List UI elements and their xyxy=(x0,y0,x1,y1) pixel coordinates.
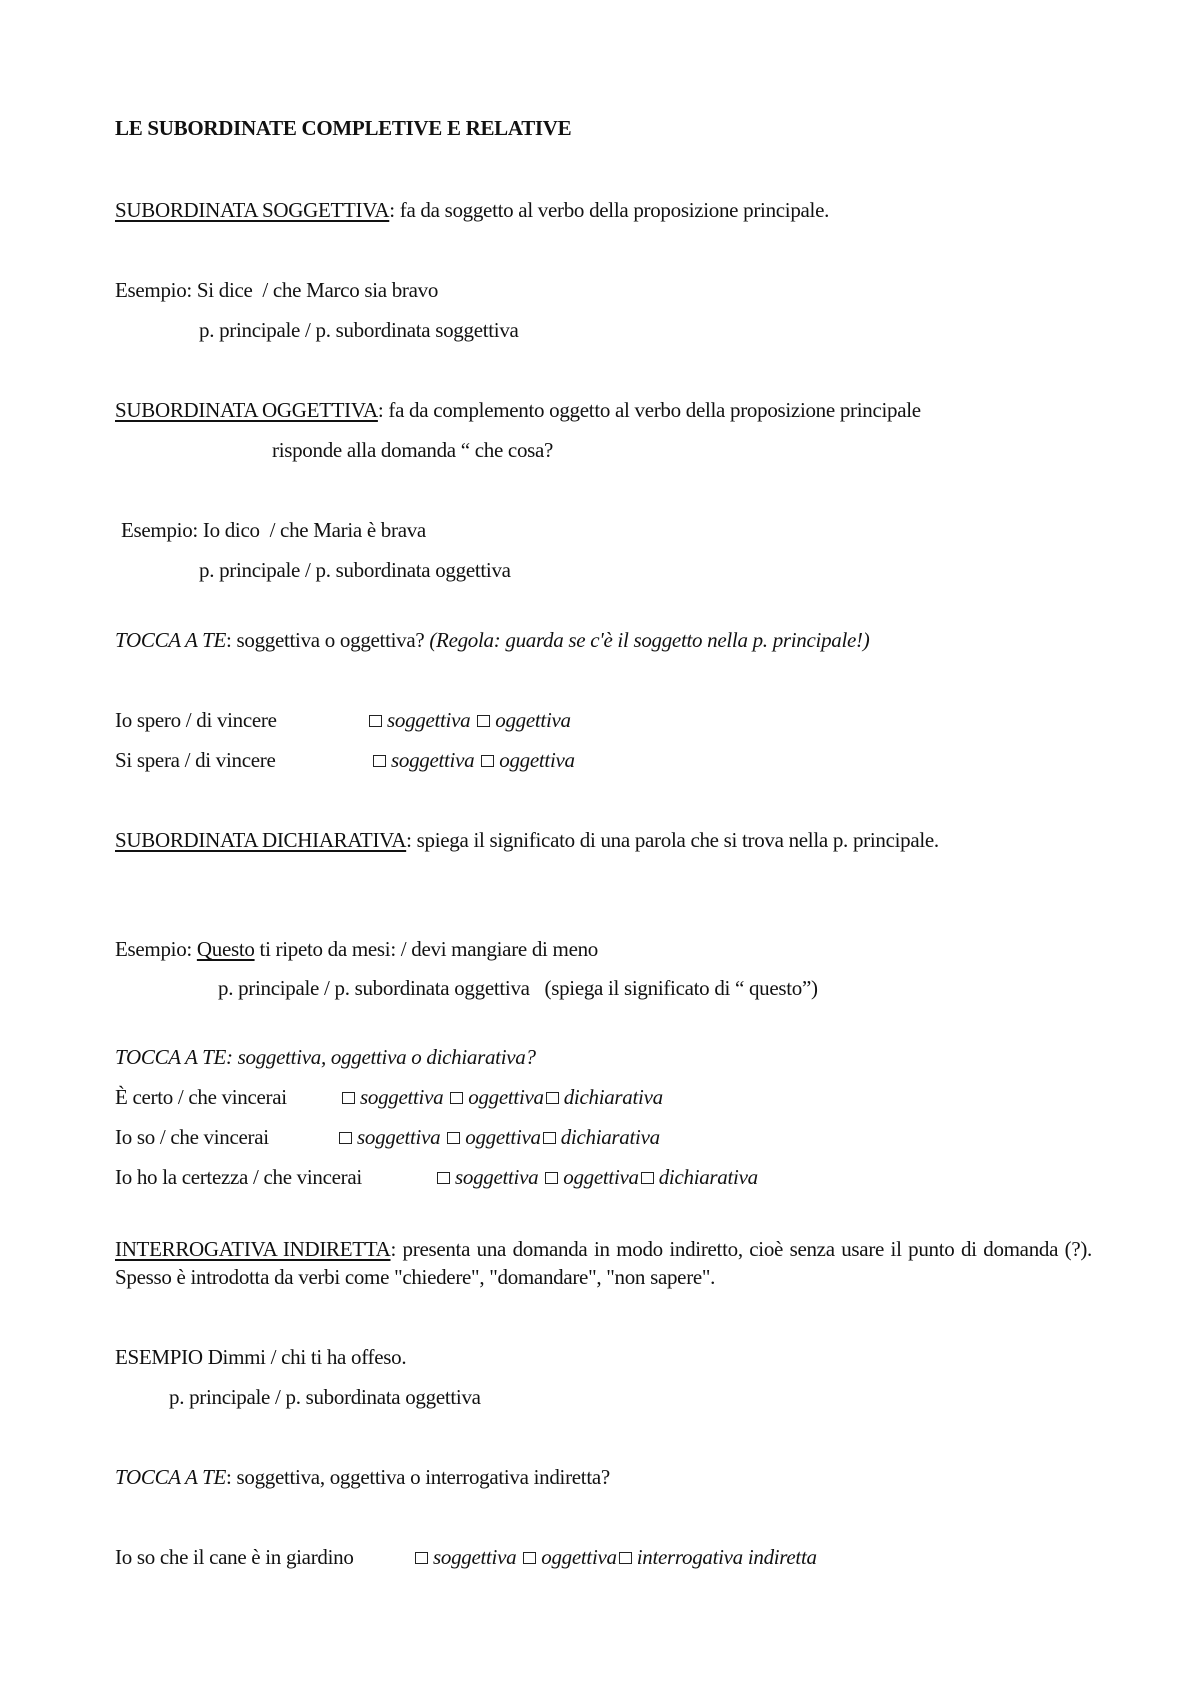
option-oggettiva: oggettiva xyxy=(468,1085,544,1109)
dichiarativa-definition xyxy=(115,826,1092,854)
exercise-2-prompt: TOCCA A TE: soggettiva, oggettiva o dichiarativa? xyxy=(115,1045,536,1069)
example-keyword: Questo xyxy=(196,937,255,961)
soggettiva-definition xyxy=(115,196,829,224)
checkbox[interactable] xyxy=(543,1132,556,1144)
option-oggettiva: oggettiva xyxy=(541,1545,617,1569)
option-soggettiva: soggettiva xyxy=(360,1085,444,1109)
option-oggettiva: oggettiva xyxy=(563,1165,639,1189)
checkbox[interactable] xyxy=(641,1172,654,1184)
exercise-1-rule: (Regola: guarda se c'è il soggetto nella p. principale!) xyxy=(429,628,870,652)
exercise-row-text: È certo / che vincerai xyxy=(115,1085,287,1109)
example-rest: ti ripeto da mesi: / devi mangiare di meno xyxy=(254,937,599,961)
option-soggettiva: soggettiva xyxy=(357,1125,441,1149)
option-soggettiva: soggettiva xyxy=(391,748,475,772)
interrogativa-definition xyxy=(115,1235,1092,1291)
exercise-3-question: : soggettiva, oggettiva o interrogativa indiretta? xyxy=(226,1465,610,1489)
option-soggettiva: soggettiva xyxy=(455,1165,539,1189)
exercise-2-options xyxy=(340,1083,663,1111)
exercise-1-label: TOCCA A TE xyxy=(115,628,227,652)
option-soggettiva: soggettiva xyxy=(387,708,471,732)
interrogativa-def-text: : presenta una domanda in modo indiretto, cioè senza usare il punto di domanda (?). Spesso è introdotta da verbi come "chiedere", "domandare", "non sapere". xyxy=(115,1237,1092,1289)
checkbox[interactable] xyxy=(546,1092,559,1104)
checkbox[interactable] xyxy=(481,755,494,767)
exercise-3-row xyxy=(115,1543,354,1571)
oggettiva-definition xyxy=(115,396,921,424)
exercise-2-row xyxy=(115,1123,269,1151)
example-prefix: Esempio: xyxy=(115,937,197,961)
oggettiva-example-parts: p. principale / p. subordinata oggettiva xyxy=(199,558,511,582)
exercise-1-options xyxy=(371,746,575,774)
checkbox[interactable] xyxy=(369,715,382,727)
exercise-row-text: Io ho la certezza / che vincerai xyxy=(115,1165,362,1189)
exercise-2-row xyxy=(115,1083,287,1111)
exercise-row-text: Io so / che vincerai xyxy=(115,1125,269,1149)
checkbox[interactable] xyxy=(339,1132,352,1144)
option-dichiarativa: dichiarativa xyxy=(560,1125,660,1149)
exercise-1-prompt xyxy=(115,626,869,654)
soggettiva-example: Esempio: Si dice / che Marco sia bravo xyxy=(115,278,439,302)
exercise-2-options xyxy=(337,1123,660,1151)
oggettiva-example: Esempio: Io dico / che Maria è brava xyxy=(121,518,426,542)
checkbox[interactable] xyxy=(447,1132,460,1144)
soggettiva-example-parts: p. principale / p. subordinata soggettiva xyxy=(199,318,519,342)
option-dichiarativa: dichiarativa xyxy=(658,1165,758,1189)
exercise-1-row xyxy=(115,746,275,774)
exercise-3-options xyxy=(413,1543,817,1571)
exercise-row-text: Si spera / di vincere xyxy=(115,748,276,772)
checkbox[interactable] xyxy=(545,1172,558,1184)
exercise-3-label: TOCCA A TE xyxy=(115,1465,227,1489)
checkbox[interactable] xyxy=(437,1172,450,1184)
exercise-1-row xyxy=(115,706,277,734)
page-title: LE SUBORDINATE COMPLETIVE E RELATIVE xyxy=(115,116,572,140)
oggettiva-def-text: : fa da complemento oggetto al verbo della proposizione principale xyxy=(377,398,921,422)
checkbox[interactable] xyxy=(450,1092,463,1104)
exercise-1-question: : soggettiva o oggettiva? xyxy=(226,628,430,652)
soggettiva-def-text: : fa da soggetto al verbo della proposizione principale. xyxy=(389,198,830,222)
checkbox[interactable] xyxy=(415,1552,428,1564)
checkbox[interactable] xyxy=(373,755,386,767)
option-dichiarativa: dichiarativa xyxy=(563,1085,663,1109)
option-interrogativa-indiretta: interrogativa indiretta xyxy=(636,1545,817,1569)
dichiarativa-example-parts: p. principale / p. subordinata oggettiva (spiega il significato di “ questo”) xyxy=(218,976,818,1000)
interrogativa-example: ESEMPIO Dimmi / chi ti ha offeso. xyxy=(115,1345,407,1369)
checkbox[interactable] xyxy=(342,1092,355,1104)
dichiarativa-example xyxy=(115,935,598,963)
interrogativa-label: INTERROGATIVA INDIRETTA xyxy=(115,1237,391,1261)
interrogativa-example-parts: p. principale / p. subordinata oggettiva xyxy=(169,1385,481,1409)
soggettiva-label: SUBORDINATA SOGGETTIVA xyxy=(115,198,390,222)
exercise-row-text: Io so che il cane è in giardino xyxy=(115,1545,354,1569)
dichiarativa-label: SUBORDINATA DICHIARATIVA xyxy=(115,828,407,852)
option-soggettiva: soggettiva xyxy=(433,1545,517,1569)
checkbox[interactable] xyxy=(477,715,490,727)
checkbox[interactable] xyxy=(619,1552,632,1564)
option-oggettiva: oggettiva xyxy=(495,708,571,732)
option-oggettiva: oggettiva xyxy=(499,748,575,772)
exercise-3-prompt xyxy=(115,1463,610,1491)
checkbox[interactable] xyxy=(523,1552,536,1564)
oggettiva-definition-2: risponde alla domanda “ che cosa? xyxy=(272,438,554,462)
option-oggettiva: oggettiva xyxy=(465,1125,541,1149)
dichiarativa-def-text: : spiega il significato di una parola che si trova nella p. principale. xyxy=(406,828,939,852)
exercise-row-text: Io spero / di vincere xyxy=(115,708,277,732)
oggettiva-label: SUBORDINATA OGGETTIVA xyxy=(115,398,378,422)
exercise-2-options xyxy=(435,1163,758,1191)
exercise-2-row xyxy=(115,1163,362,1191)
exercise-1-options xyxy=(367,706,571,734)
